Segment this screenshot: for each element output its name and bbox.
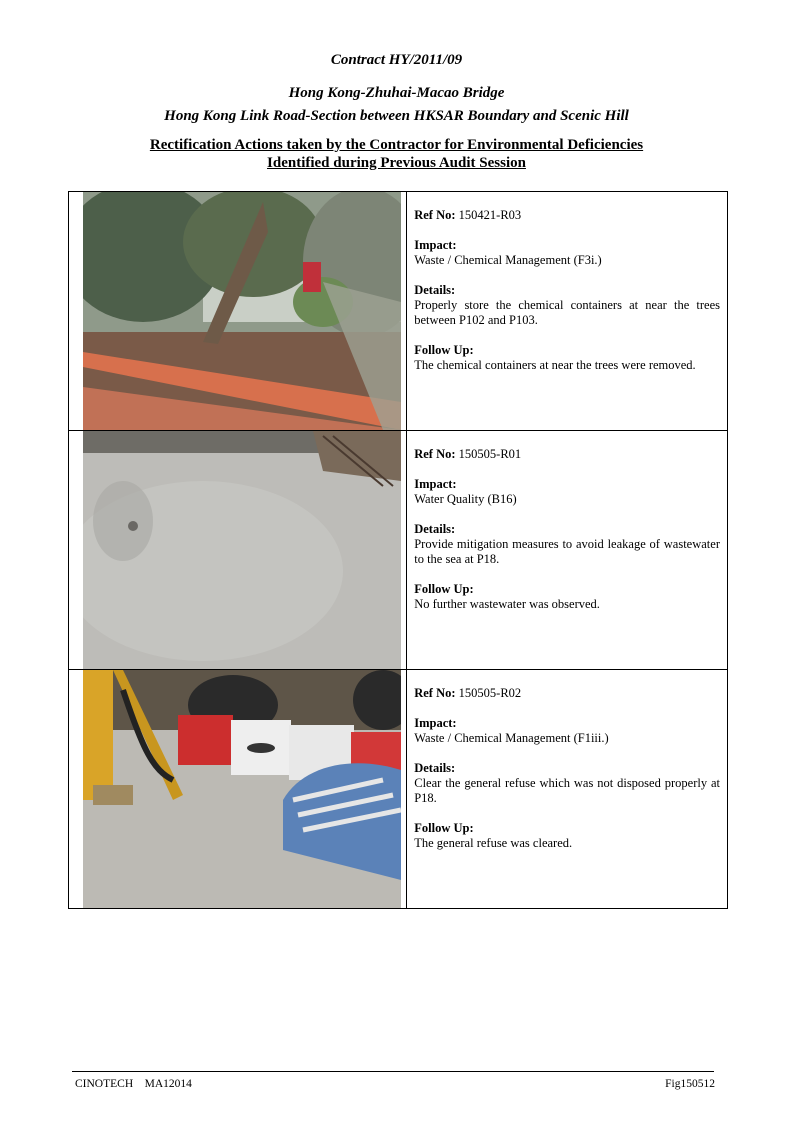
- document-ref: MA12014: [144, 1078, 192, 1090]
- project-title-line1: Hong Kong-Zhuhai-Macao Bridge: [288, 85, 505, 101]
- rectification-table: [68, 191, 728, 909]
- site-photo-trees: [83, 192, 401, 430]
- photo-cell: [69, 670, 407, 909]
- details-label: Details:: [414, 761, 456, 775]
- site-photo-concrete: [83, 431, 401, 669]
- details-value: Properly store the chemical containers at near the trees between P102 and P103.: [414, 298, 720, 327]
- impact-label: Impact:: [414, 238, 457, 252]
- ref-no-label: Ref No:: [414, 447, 456, 461]
- follow-up-value: The chemical containers at near the trees were removed.: [414, 358, 696, 372]
- follow-up-label: Follow Up:: [414, 821, 474, 835]
- report-heading-line1: Rectification Actions taken by the Contractor for Environmental Deficiencies: [149, 137, 644, 153]
- ref-no-value: 150421-R03: [458, 208, 522, 222]
- table-row: [69, 192, 728, 431]
- footer-divider: [72, 1071, 714, 1072]
- site-photo-refuse: [83, 670, 401, 908]
- ref-no-value: 150505-R01: [458, 447, 522, 461]
- follow-up-value: The general refuse was cleared.: [414, 836, 573, 850]
- record-details: [407, 192, 728, 431]
- impact-value: Waste / Chemical Management (F3i.): [414, 253, 602, 267]
- table-row: [69, 431, 728, 670]
- impact-value: Water Quality (B16): [414, 492, 517, 506]
- follow-up-value: No further wastewater was observed.: [414, 597, 600, 611]
- contract-number: Contract HY/2011/09: [330, 52, 463, 68]
- footer-company: [75, 1078, 192, 1090]
- figure-number: Fig150512: [665, 1078, 715, 1090]
- impact-label: Impact:: [414, 716, 457, 730]
- ref-no-value: 150505-R02: [458, 686, 522, 700]
- table-row: [69, 670, 728, 909]
- report-heading-line2: Identified during Previous Audit Session: [267, 155, 526, 171]
- ref-no-label: Ref No:: [414, 208, 456, 222]
- impact-label: Impact:: [414, 477, 457, 491]
- details-label: Details:: [414, 522, 456, 536]
- details-label: Details:: [414, 283, 456, 297]
- company-name: CINOTECH: [75, 1078, 134, 1090]
- ref-no-label: Ref No:: [414, 686, 456, 700]
- details-value: Clear the general refuse which was not disposed properly at P18.: [414, 776, 720, 805]
- follow-up-label: Follow Up:: [414, 343, 474, 357]
- project-title-line2: Hong Kong Link Road-Section between HKSAR Boundary and Scenic Hill: [164, 108, 629, 124]
- photo-cell: [69, 431, 407, 670]
- follow-up-label: Follow Up:: [414, 582, 474, 596]
- record-details: [407, 431, 728, 670]
- details-value: Provide mitigation measures to avoid leakage of wastewater to the sea at P18.: [414, 537, 720, 566]
- photo-cell: [69, 192, 407, 431]
- record-details: [407, 670, 728, 909]
- impact-value: Waste / Chemical Management (F1iii.): [414, 731, 609, 745]
